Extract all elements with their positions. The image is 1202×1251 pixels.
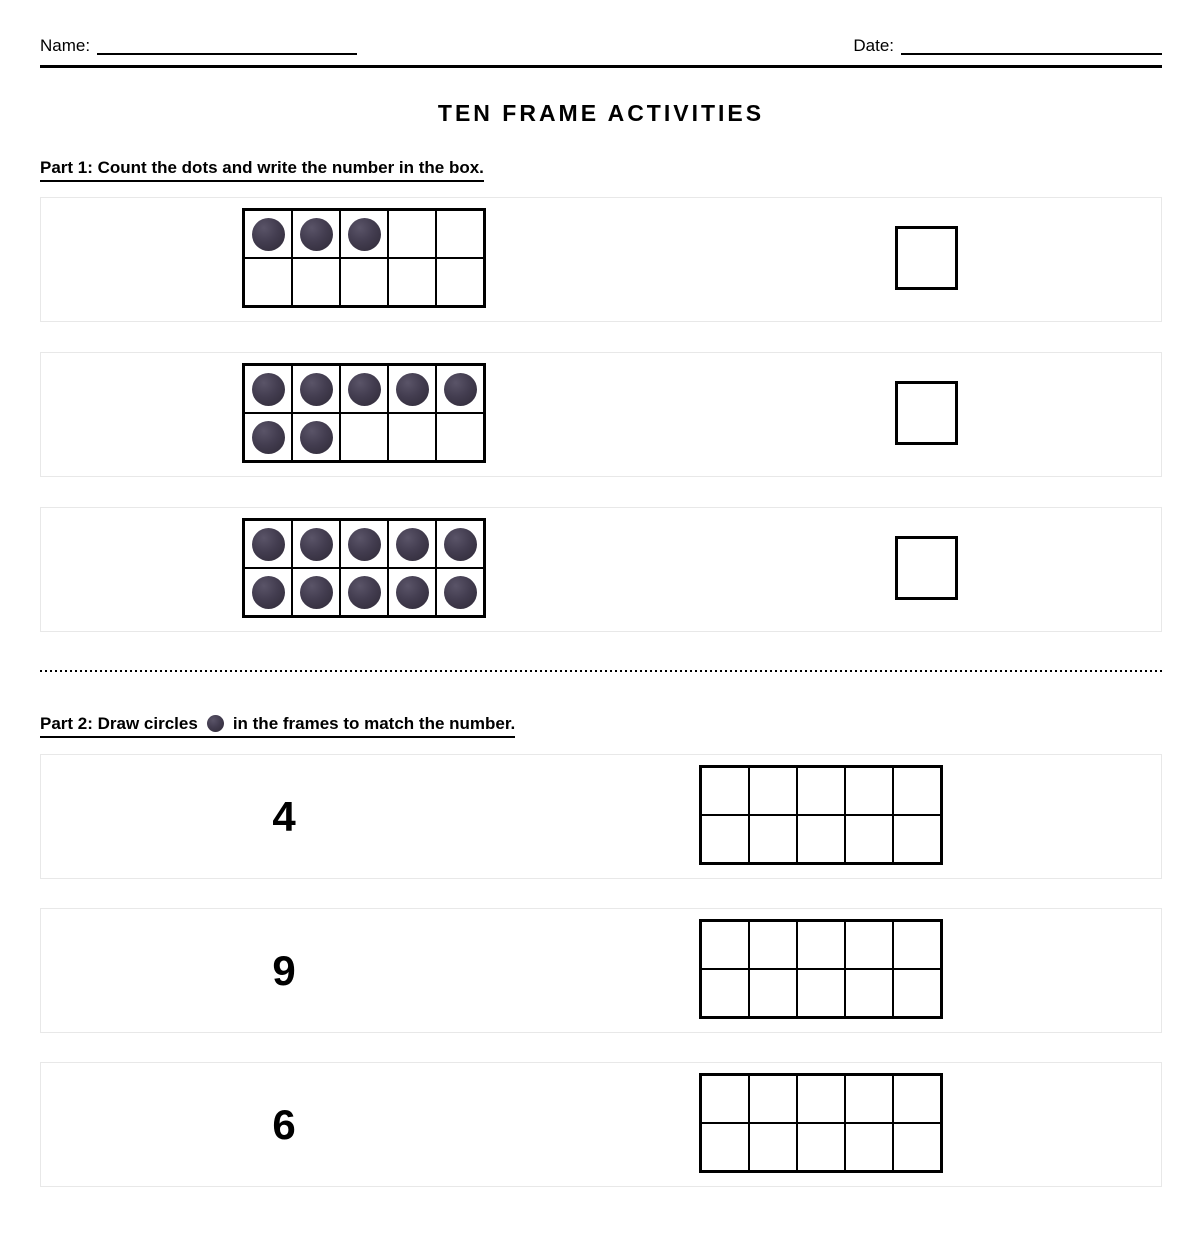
ten-frame-cell[interactable]	[749, 815, 797, 864]
ten-frame-cell[interactable]	[893, 921, 942, 970]
part1-problems	[40, 197, 1162, 632]
ten-frame	[242, 363, 486, 463]
ten-frame-cell[interactable]	[701, 1075, 750, 1124]
ten-frame-cell	[340, 365, 388, 414]
name-label: Name:	[40, 36, 91, 55]
ten-frame-cell[interactable]	[701, 921, 750, 970]
answer-box[interactable]	[895, 226, 958, 290]
counting-dot-icon	[396, 373, 429, 406]
ten-frame-cell	[436, 413, 485, 462]
part1-heading-text: Part 1: Count the dots and write the number in the box.	[40, 158, 484, 182]
ten-frame-cell	[292, 568, 340, 617]
counting-dot-icon	[348, 528, 381, 561]
ten-frame-cell	[388, 520, 436, 569]
ten-frame-cell[interactable]	[845, 969, 893, 1018]
ten-frame-cell[interactable]	[845, 767, 893, 816]
counting-dot-icon	[396, 528, 429, 561]
ten-frame-cell[interactable]	[797, 1123, 845, 1172]
counting-dot-icon	[300, 218, 333, 251]
counting-dot-icon	[252, 421, 285, 454]
target-number: 4	[272, 792, 296, 840]
name-input-line[interactable]	[97, 52, 357, 55]
ten-frame-cell[interactable]	[893, 815, 942, 864]
counting-dot-icon	[252, 576, 285, 609]
ten-frame-cell	[340, 258, 388, 307]
counting-dot-icon	[444, 373, 477, 406]
target-number: 9	[272, 946, 296, 994]
ten-frame-cell	[388, 568, 436, 617]
ten-frame-cell	[436, 258, 485, 307]
part1-problem-row	[40, 197, 1162, 322]
ten-frame-cell[interactable]	[749, 1123, 797, 1172]
ten-frame-cell	[244, 520, 293, 569]
ten-frame-cell[interactable]	[797, 1075, 845, 1124]
ten-frame-cell[interactable]	[701, 969, 750, 1018]
ten-frame-cell	[340, 568, 388, 617]
ten-frame-cell[interactable]	[701, 815, 750, 864]
date-label: Date:	[853, 36, 894, 55]
ten-frame-cell	[292, 210, 340, 259]
section-divider	[40, 670, 1162, 672]
counting-dot-icon	[348, 218, 381, 251]
ten-frame-cell[interactable]	[797, 815, 845, 864]
ten-frame-cell	[340, 413, 388, 462]
ten-frame	[242, 518, 486, 618]
ten-frame-cell	[292, 258, 340, 307]
ten-frame-cell[interactable]	[845, 1075, 893, 1124]
ten-frame-cell[interactable]	[749, 921, 797, 970]
ten-frame-cell	[388, 365, 436, 414]
part2-problems	[40, 754, 1162, 1187]
counting-dot-icon	[444, 576, 477, 609]
ten-frame-cell	[244, 258, 293, 307]
part2-heading-text	[40, 714, 515, 738]
counting-dot-icon	[348, 373, 381, 406]
ten-frame-cell	[340, 210, 388, 259]
ten-frame-cell	[292, 413, 340, 462]
ten-frame-cell	[436, 210, 485, 259]
ten-frame-cell	[388, 258, 436, 307]
ten-frame-cell[interactable]	[701, 767, 750, 816]
ten-frame-cell[interactable]	[797, 767, 845, 816]
header-row	[40, 0, 1162, 58]
part2-heading-before: Part 2: Draw circles	[40, 714, 198, 733]
counting-dot-icon	[300, 421, 333, 454]
ten-frame-cell[interactable]	[701, 1123, 750, 1172]
counting-dot-icon	[252, 373, 285, 406]
ten-frame-cell[interactable]	[845, 921, 893, 970]
target-number: 6	[272, 1100, 296, 1148]
ten-frame-cell[interactable]	[749, 1075, 797, 1124]
counting-dot-icon	[348, 576, 381, 609]
counting-dot-icon	[252, 218, 285, 251]
ten-frame	[699, 765, 943, 865]
counting-dot-icon	[300, 373, 333, 406]
ten-frame-cell[interactable]	[893, 1123, 942, 1172]
page-title: TEN FRAME ACTIVITIES	[437, 100, 765, 126]
ten-frame-cell	[244, 413, 293, 462]
answer-box[interactable]	[895, 381, 958, 445]
part2-problem-row	[40, 908, 1162, 1033]
part2-problem-row	[40, 754, 1162, 879]
ten-frame-cell	[388, 413, 436, 462]
ten-frame-cell[interactable]	[749, 767, 797, 816]
ten-frame-cell[interactable]	[893, 969, 942, 1018]
date-input-line[interactable]	[901, 52, 1162, 55]
ten-frame-cell[interactable]	[893, 767, 942, 816]
part1-problem-row	[40, 352, 1162, 477]
ten-frame	[699, 1073, 943, 1173]
ten-frame-cell	[292, 365, 340, 414]
ten-frame	[242, 208, 486, 308]
answer-box[interactable]	[895, 536, 958, 600]
ten-frame	[699, 919, 943, 1019]
ten-frame-cell[interactable]	[845, 1123, 893, 1172]
ten-frame-cell[interactable]	[749, 969, 797, 1018]
part1-problem-row	[40, 507, 1162, 632]
header-rule	[40, 65, 1162, 68]
ten-frame-cell	[244, 568, 293, 617]
ten-frame-cell	[292, 520, 340, 569]
ten-frame-cell[interactable]	[845, 815, 893, 864]
counting-dot-icon	[252, 528, 285, 561]
ten-frame-cell	[340, 520, 388, 569]
part1-heading	[40, 158, 1162, 182]
counting-dot-icon	[300, 576, 333, 609]
part2-problem-row	[40, 1062, 1162, 1187]
ten-frame-cell[interactable]	[797, 921, 845, 970]
ten-frame-cell[interactable]	[893, 1075, 942, 1124]
part2-heading	[40, 714, 1162, 738]
part2-heading-after: in the frames to match the number.	[232, 714, 516, 733]
ten-frame-cell	[244, 365, 293, 414]
ten-frame-cell	[388, 210, 436, 259]
counting-dot-icon	[300, 528, 333, 561]
counting-dot-icon	[444, 528, 477, 561]
ten-frame-cell	[436, 520, 485, 569]
example-circle-icon	[207, 715, 224, 732]
ten-frame-cell	[436, 365, 485, 414]
counting-dot-icon	[396, 576, 429, 609]
ten-frame-cell[interactable]	[797, 969, 845, 1018]
ten-frame-cell	[436, 568, 485, 617]
date-field	[853, 36, 1162, 58]
name-field	[40, 36, 357, 58]
ten-frame-cell	[244, 210, 293, 259]
